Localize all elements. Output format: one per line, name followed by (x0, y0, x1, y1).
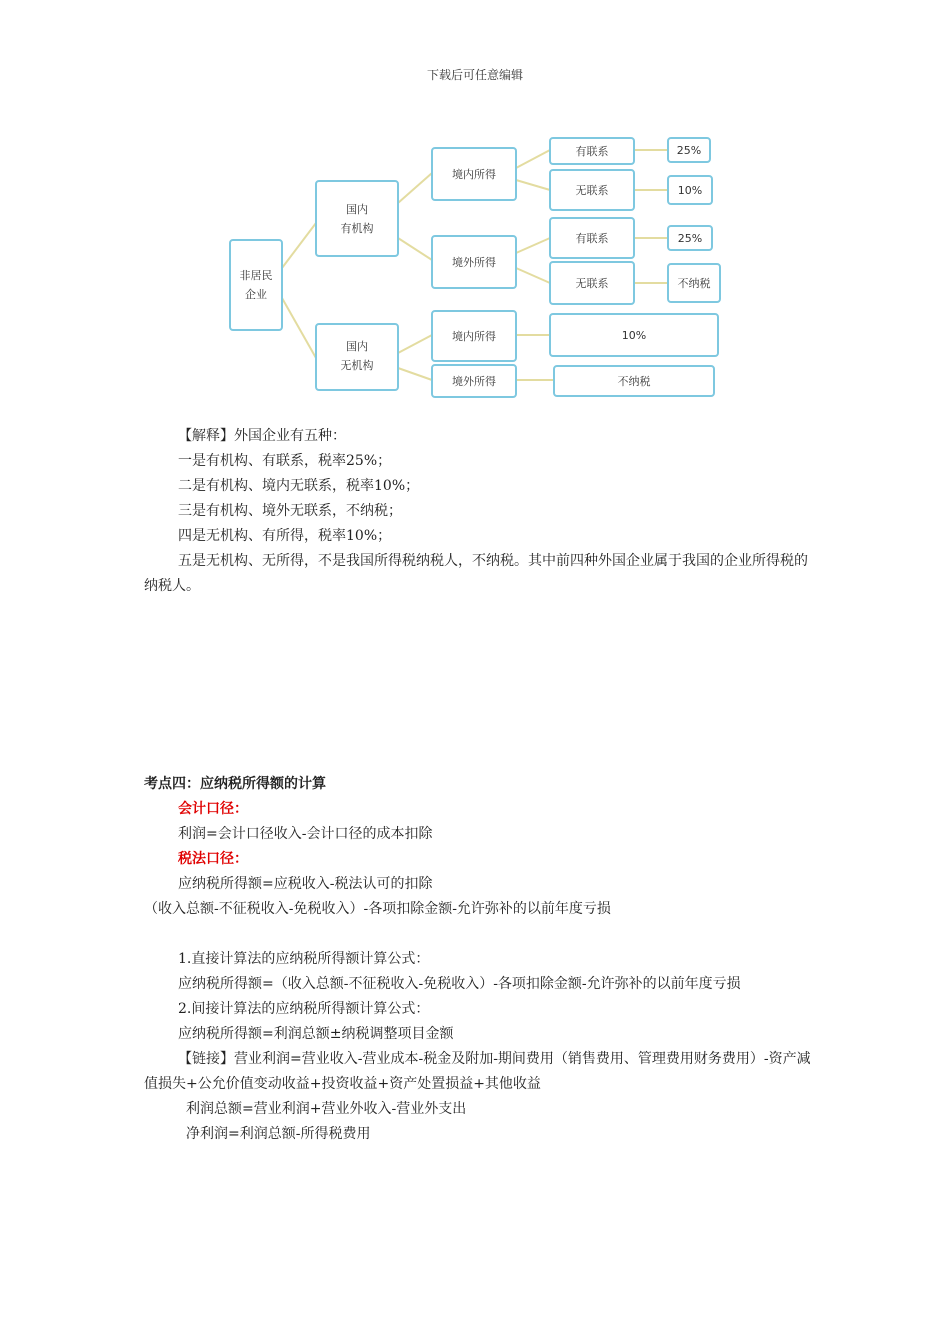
explanation-block (144, 424, 814, 599)
explanation-item: 二是有机构、境内无联系，税率10%； (178, 478, 420, 494)
explanation-title: 【解释】外国企业有五种： (178, 428, 346, 444)
explanation-item: 一是有机构、有联系，税率25%； (178, 453, 392, 469)
explanation-item: 三是有机构、境外无联系，不纳税； (178, 503, 402, 519)
node-label: 不纳税 (617, 375, 651, 388)
tax-classification-diagram (220, 128, 730, 408)
direct-method-title: 1.直接计算法的应纳税所得额计算公式： (178, 951, 430, 967)
node-label: 有机构 (340, 222, 374, 235)
indirect-method-title: 2.间接计算法的应纳税所得额计算公式： (178, 1001, 430, 1017)
node-label: 无联系 (575, 184, 609, 197)
section-title: 考点四：应纳税所得额的计算 (144, 776, 326, 792)
node-related-2 (550, 218, 634, 258)
node-domestic-income-2 (432, 311, 516, 361)
accounting-formula: 利润=会计口径收入-会计口径的成本扣除 (178, 826, 433, 842)
tax-law-formula: 应纳税所得额=应税收入-税法认可的扣除 (178, 876, 433, 892)
node-label: 国内 (346, 203, 368, 216)
node-label: 境外所得 (452, 256, 496, 269)
direct-method-formula: 应纳税所得额=（收入总额-不征税收入-免税收入）-各项扣除金额-允许弥补的以前年度亏损 (178, 976, 741, 992)
node-label: 境内所得 (452, 330, 496, 343)
node-label: 有联系 (575, 232, 609, 245)
tax-law-formula-detail: （收入总额-不征税收入-免税收入）-各项扣除金额-允许弥补的以前年度亏损 (144, 901, 611, 917)
node-related-1 (550, 138, 634, 164)
total-profit-formula: 利润总额=营业利润+营业外收入-营业外支出 (186, 1101, 467, 1117)
spacer (144, 922, 814, 947)
node-label: 国内 (346, 340, 368, 353)
node-label: 企业 (245, 288, 267, 301)
node-domestic-income-1 (432, 148, 516, 200)
node-rate-25-b (668, 226, 712, 250)
node-label: 10% (621, 329, 647, 342)
node-rate-10-domestic-no-establishment (550, 314, 718, 356)
node-unrelated-1 (550, 170, 634, 210)
node-unrelated-2 (550, 262, 634, 304)
link-operating-profit: 【链接】营业利润=营业收入-营业成本-税金及附加-期间费用（销售费用、管理费用财务费用）-资产减值损失+公允价值变动收益+投资收益+资产处置损益+其他收益 (144, 1051, 811, 1092)
node-label: 无联系 (575, 277, 609, 290)
node-rate-10-a (668, 176, 712, 204)
accounting-label: 会计口径： (178, 801, 248, 817)
node-rate-25-a (668, 138, 710, 162)
node-label: 不纳税 (677, 277, 711, 290)
node-label: 非居民 (239, 269, 273, 282)
explanation-item: 五是无机构、无所得，不是我国所得税纳税人，不纳税。其中前四种外国企业属于我国的企业所得税的纳税人。 (144, 553, 808, 594)
node-no-tax-foreign-no-establishment (554, 366, 714, 396)
node-label: 25% (677, 232, 703, 245)
node-domestic-without-establishment (316, 324, 398, 390)
node-label: 有联系 (575, 145, 609, 158)
node-foreign-income-2 (432, 365, 516, 397)
net-profit-formula: 净利润=利润总额-所得税费用 (186, 1126, 371, 1142)
tax-law-label: 税法口径： (178, 851, 248, 867)
node-label: 10% (677, 184, 703, 197)
node-no-tax-a (668, 264, 720, 302)
node-label: 无机构 (340, 359, 374, 372)
page-header: 下载后可任意编辑 (426, 68, 523, 82)
section-taxable-income (144, 772, 814, 1147)
node-label: 境外所得 (452, 375, 496, 388)
node-label: 25% (676, 144, 702, 157)
indirect-method-formula: 应纳税所得额=利润总额±纳税调整项目金额 (178, 1026, 454, 1042)
node-foreign-income-1 (432, 236, 516, 288)
explanation-item: 四是无机构、有所得，税率10%； (178, 528, 392, 544)
node-label: 境内所得 (452, 168, 496, 181)
node-domestic-with-establishment (316, 181, 398, 256)
node-non-resident-enterprise (230, 240, 282, 330)
